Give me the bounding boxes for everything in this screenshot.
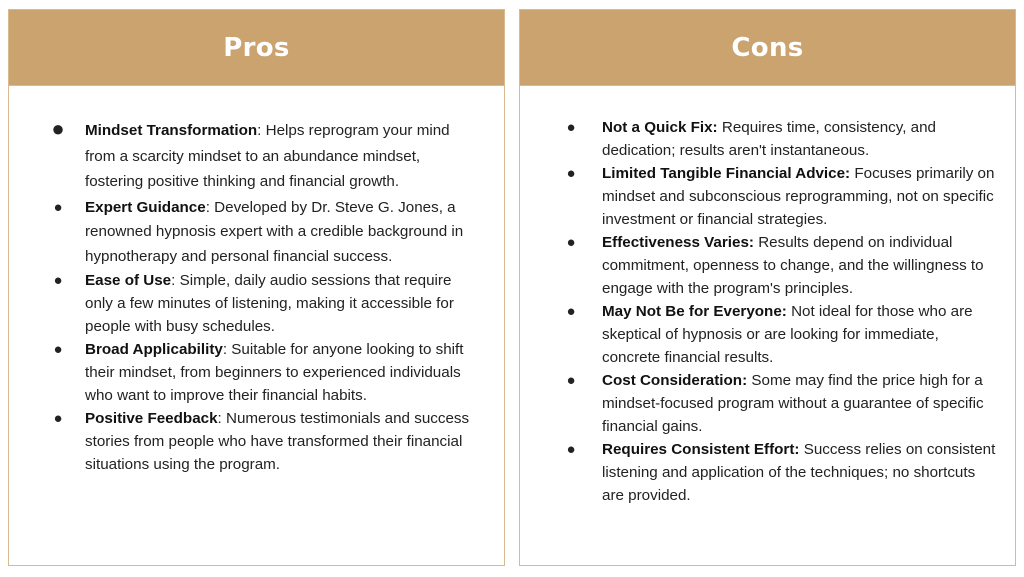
bullet-dot-icon: ● xyxy=(566,372,576,389)
item-separator: : xyxy=(171,272,180,289)
cons-header xyxy=(520,10,1015,86)
bullet-dot-icon: ● xyxy=(566,165,576,182)
list-item xyxy=(39,196,479,270)
item-text: Success relies on consistent listening and application of the techniques; no shortcuts are provided. xyxy=(602,441,996,504)
item-text: Developed by Dr. Steve G. Jones, a renowned hypnosis expert with a credible background in hypnotherapy and personal financial success. xyxy=(85,198,464,265)
cons-list xyxy=(556,116,1001,507)
item-text: Requires time, consistency, and dedication; results aren't instantaneous. xyxy=(602,119,936,159)
item-separator: : xyxy=(257,122,266,139)
pros-list xyxy=(39,118,479,476)
item-term: Ease of Use xyxy=(85,272,172,289)
item-text: Not ideal for those who are skeptical of hypnosis or are looking for immediate, concrete financial results. xyxy=(602,303,973,366)
item-term: Expert Guidance xyxy=(85,198,206,216)
bullet-dot-icon: ● xyxy=(51,116,65,141)
list-item xyxy=(556,369,1001,438)
item-text: Numerous testimonials and success stories from people who have transformed their financial situations using the program. xyxy=(85,410,470,473)
item-text: Some may find the price high for a mindset-focused program without a guarantee of specific financial gains. xyxy=(602,372,984,435)
cons-title: Cons xyxy=(731,32,804,63)
item-term: Requires Consistent Effort: xyxy=(602,441,800,458)
pros-panel xyxy=(8,9,505,566)
list-item xyxy=(556,231,1001,300)
item-separator: : xyxy=(217,410,226,427)
item-text: Simple, daily audio sessions that require only a few minutes of listening, making it accessible for people with busy schedules. xyxy=(85,272,454,335)
item-text: Focuses primarily on mindset and subconscious reprogramming, not on specific investment or financial strategies. xyxy=(602,165,995,228)
bullet-dot-icon: ● xyxy=(566,441,576,458)
list-item xyxy=(39,269,479,338)
pros-header xyxy=(9,10,504,86)
bullet-dot-icon: ● xyxy=(53,198,63,216)
bullet-dot-icon: ● xyxy=(566,303,576,320)
item-term: Cost Consideration: xyxy=(602,372,748,389)
item-term: Mindset Transformation xyxy=(85,122,258,139)
item-text: Helps reprogram your mind from a scarcity mindset to an abundance mindset, fostering positive thinking and financial growth. xyxy=(85,122,450,190)
item-term: May Not Be for Everyone: xyxy=(602,303,787,320)
item-term: Positive Feedback xyxy=(85,410,218,427)
list-item xyxy=(39,338,479,407)
cons-panel xyxy=(519,9,1016,566)
bullet-dot-icon: ● xyxy=(53,341,63,358)
item-text: Results depend on individual commitment, openness to change, and the willingness to engage with the program's principles. xyxy=(602,234,984,297)
pros-title: Pros xyxy=(223,32,290,63)
list-item xyxy=(39,407,479,476)
list-item xyxy=(556,438,1001,507)
item-term: Effectiveness Varies: xyxy=(602,234,754,251)
item-term: Broad Applicability xyxy=(85,341,223,358)
list-item xyxy=(556,116,1001,162)
list-item xyxy=(39,118,479,195)
bullet-dot-icon: ● xyxy=(53,272,63,289)
item-term: Limited Tangible Financial Advice: xyxy=(602,165,851,182)
item-term: Not a Quick Fix: xyxy=(602,119,718,136)
bullet-dot-icon: ● xyxy=(53,410,63,427)
bullet-dot-icon: ● xyxy=(566,234,576,251)
list-item xyxy=(556,300,1001,369)
item-separator: : xyxy=(222,341,232,358)
list-item xyxy=(556,162,1001,231)
bullet-dot-icon: ● xyxy=(566,119,576,136)
item-separator: : xyxy=(205,198,215,216)
item-text: Suitable for anyone looking to shift their mindset, from beginners to experienced individuals who want to improve their financial habits. xyxy=(85,341,464,404)
